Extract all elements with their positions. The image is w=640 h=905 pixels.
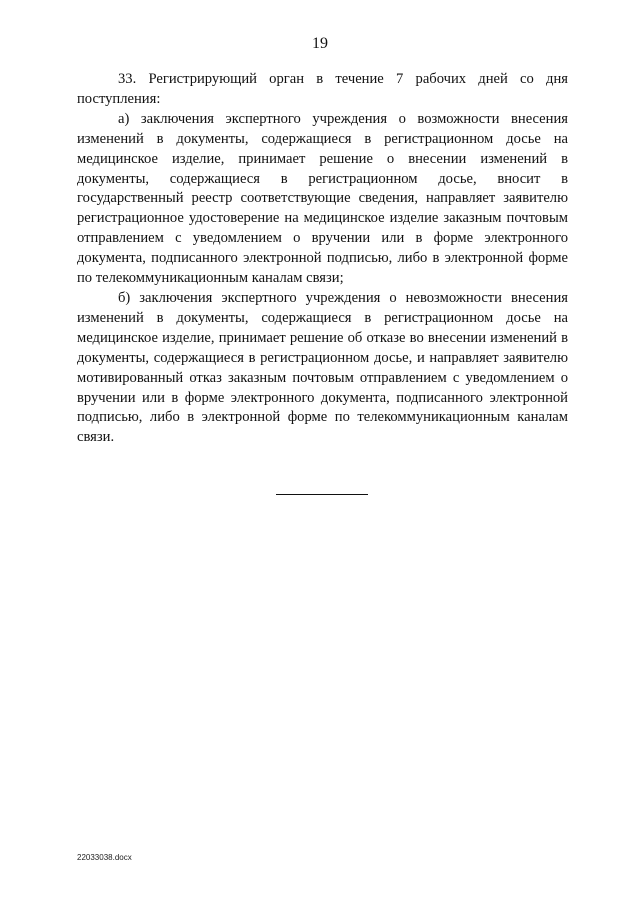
paragraph-33-intro: 33. Регистрирующий орган в течение 7 рабочих дней со дня поступления: [77,71,568,107]
paragraph-b-impossibility: б) заключения экспертного учреждения о невозможности внесения изменений в документы, содержащиеся в регистрационном досье на медицинское изделие, принимает решение об отказе во внесении изменений в документы, содержащиеся в регистрационном досье, и направляет заявителю мотивированный отказ заказным почтовым отправлением с уведомлением о вручении или в форме электронного документа, подписанного электронной подписью, либо в электронной форме по телекоммуникационным каналам связи. [77,289,568,446]
page-number: 19 [312,35,328,52]
document-body [77,70,568,448]
separator-line [276,494,368,495]
footer-file-id: 22033038.docx [77,853,132,862]
paragraph-a-possibility: а) заключения экспертного учреждения о возможности внесения изменений в документы, содержащиеся в регистрационном досье на медицинское изделие, принимает решение о внесении изменений в документы, содержащиеся в регистрационном досье, вносит в государственный реестр соответствующие сведения, направляет заявителю регистрационное удостоверение на медицинское изделие заказным почтовым отправлением с уведомлением о вручении или в форме электронного документа, подписанного электронной подписью, либо в электронной форме по телекоммуникационным каналам связи; [77,110,568,287]
